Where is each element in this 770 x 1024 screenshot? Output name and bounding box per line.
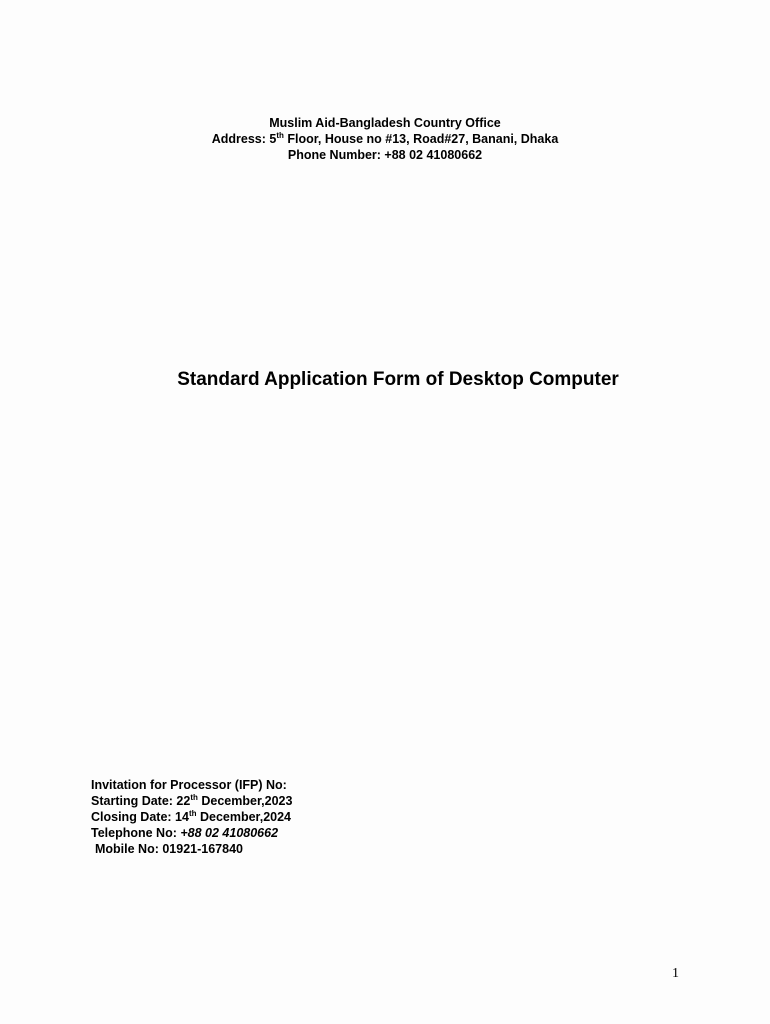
tender-info [91, 777, 292, 857]
closing-date-ordinal: th [188, 808, 197, 818]
telephone-value: +88 02 41080662 [180, 826, 279, 840]
closing-date-suffix: December,2024 [196, 810, 292, 824]
address-suffix: Floor, House no #13, Road#27, Banani, Dhaka [283, 132, 559, 146]
letterhead [0, 115, 770, 163]
address-prefix: Address: 5 [211, 132, 277, 146]
organization-phone: Phone Number: +88 02 41080662 [287, 148, 483, 162]
starting-date [91, 793, 292, 809]
document-title: Standard Application Form of Desktop Computer [177, 369, 619, 390]
telephone-label: Telephone No: [91, 826, 181, 840]
closing-date-prefix: Closing Date: 14 [91, 810, 189, 824]
organization-name: Muslim Aid-Bangladesh Country Office [269, 116, 501, 130]
starting-date-prefix: Starting Date: 22 [91, 794, 191, 808]
starting-date-suffix: December,2023 [197, 794, 293, 808]
starting-date-ordinal: th [190, 792, 198, 802]
telephone [91, 825, 292, 841]
ifp-number: Invitation for Processor (IFP) No: [91, 778, 287, 792]
closing-date [91, 809, 292, 825]
address-ordinal-suffix: th [276, 130, 284, 140]
organization-address [0, 131, 770, 147]
mobile-number: Mobile No: 01921-167840 [95, 842, 243, 856]
page-number: 1 [672, 966, 679, 981]
